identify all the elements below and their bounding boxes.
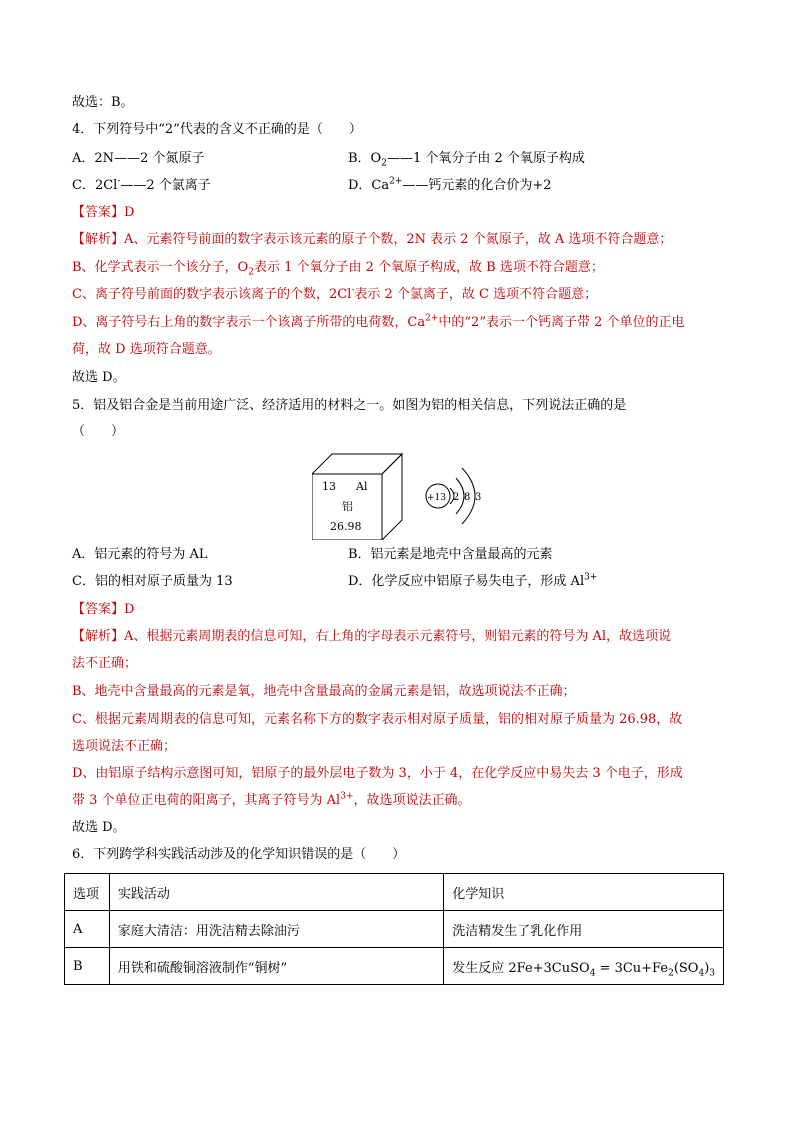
shell-2-count: 8 bbox=[464, 492, 471, 503]
q4-conclusion: 故选 D。 bbox=[72, 370, 126, 385]
element-name: 铝 bbox=[342, 500, 353, 513]
header-activity: 实践活动 bbox=[109, 874, 443, 911]
q5-conclusion: 故选 D。 bbox=[72, 820, 126, 835]
row-a-activity: 家庭大清洁：用洗洁精去除油污 bbox=[109, 911, 443, 948]
q3-conclusion: 故选：B。 bbox=[72, 95, 134, 110]
q6-table bbox=[64, 873, 724, 985]
q5-analysis-b: B、地壳中含量最高的元素是氧，地壳中含量最高的金属元素是铝，故选项说法不正确； bbox=[72, 684, 576, 699]
q5-analysis-c: C、根据元素周期表的信息可知，元素名称下方的数字表示相对原子质量，铝的相对原子质量为 26.98，故 bbox=[72, 712, 683, 727]
shell-1-count: 2 bbox=[453, 492, 460, 503]
q5-option-b: B．铝元素是地壳中含量最高的元素 bbox=[348, 547, 553, 562]
q5-stem: 5．铝及铝合金是当前用途广泛、经济适用的材料之一。如图为铝的相关信息，下列说法正确的是 bbox=[72, 398, 627, 413]
nucleus-charge: +13 bbox=[427, 493, 446, 503]
table-row bbox=[65, 911, 724, 948]
q4-analysis-d: D、离子符号右上角的数字表示一个该离子所带的电荷数，$Ca^{2+}$中的“2”表示一个钙离子带 2 个单位的正电 bbox=[72, 313, 685, 330]
header-option: 选项 bbox=[65, 874, 110, 911]
row-a-knowledge: 洗洁精发生了乳化作用 bbox=[444, 911, 724, 948]
q4-answer: 【答案】D bbox=[72, 205, 135, 220]
q5-option-d: D．化学反应中铝原子易失电子，形成 $Al^{3+}$ bbox=[348, 572, 598, 589]
atomic-number: 13 bbox=[322, 480, 336, 493]
shell-3-count: 3 bbox=[475, 492, 482, 503]
aluminum-info-figure bbox=[312, 452, 502, 540]
q5-option-c: C．铝的相对原子质量为 13 bbox=[72, 574, 233, 589]
header-knowledge: 化学知识 bbox=[444, 874, 724, 911]
row-b-activity: 用铁和硫酸铜溶液制作“铜树” bbox=[109, 948, 443, 985]
q4-analysis-d-cont: 荷，故 D 选项符合题意。 bbox=[72, 342, 221, 357]
q5-option-a: A．铝元素的符号为 AL bbox=[72, 547, 208, 562]
q4-option-d: D．$Ca^{2+}——$钙元素的化合价为+2 bbox=[348, 176, 552, 193]
atomic-mass: 26.98 bbox=[330, 520, 362, 533]
q5-analysis-a-cont: 法不正确； bbox=[72, 656, 138, 671]
q4-stem: 4．下列符号中“2”代表的含义不正确的是（ ） bbox=[72, 122, 362, 137]
q4-option-c: C．2Cl-——2 个氯离子 bbox=[72, 176, 211, 193]
q5-analysis-a: 【解析】A、根据元素周期表的信息可知，右上角的字母表示元素符号，则铝元素的符号为 Al，故选项说 bbox=[72, 629, 672, 644]
q4-analysis-a: 【解析】A、元素符号前面的数字表示该元素的原子个数，2N 表示 2 个氮原子，故 A 选项不符合题意； bbox=[72, 232, 673, 247]
row-b-knowledge: 发生反应 2Fe+3CuSO$_4$ = $3Cu+Fe_2(SO_4)_3$ bbox=[444, 948, 724, 985]
row-a-option: A bbox=[65, 911, 110, 948]
cube-side bbox=[382, 454, 402, 540]
row-b-option: B bbox=[65, 948, 110, 985]
q5-analysis-d-cont: 带 3 个单位正电荷的阳离子，其离子符号为 $Al^{3+}$，故选项说法正确。 bbox=[72, 791, 471, 808]
table-row bbox=[65, 948, 724, 985]
q5-answer: 【答案】D bbox=[72, 602, 135, 617]
q5-analysis-d: D、由铝原子结构示意图可知，铝原子的最外层电子数为 3，小于 4，在化学反应中易失去 3 个电子，形成 bbox=[72, 766, 683, 781]
q4-option-b: B．$O_2——1$ 个氧分子由 2 个氧原子构成 bbox=[348, 151, 585, 169]
q5-analysis-c-cont: 选项说法不正确； bbox=[72, 739, 177, 754]
q5-paren: （ ） bbox=[72, 424, 125, 439]
table-header-row bbox=[65, 874, 724, 911]
cube-top bbox=[312, 454, 402, 474]
q6-stem: 6．下列跨学科实践活动涉及的化学知识错误的是（ ） bbox=[72, 847, 406, 862]
q4-option-a: A．2N——2 个氮原子 bbox=[72, 151, 205, 166]
element-symbol: Al bbox=[356, 480, 368, 493]
q4-analysis-c: C、离子符号前面的数字表示该离子的个数，2Cl-表示 2 个氯离子，故 C 选项不符合题意； bbox=[72, 285, 598, 302]
q4-analysis-b: B、化学式表示一个该分子，$O_2$表示 1 个氧分子由 2 个氧原子构成，故 B 选项不符合题意； bbox=[72, 260, 604, 278]
